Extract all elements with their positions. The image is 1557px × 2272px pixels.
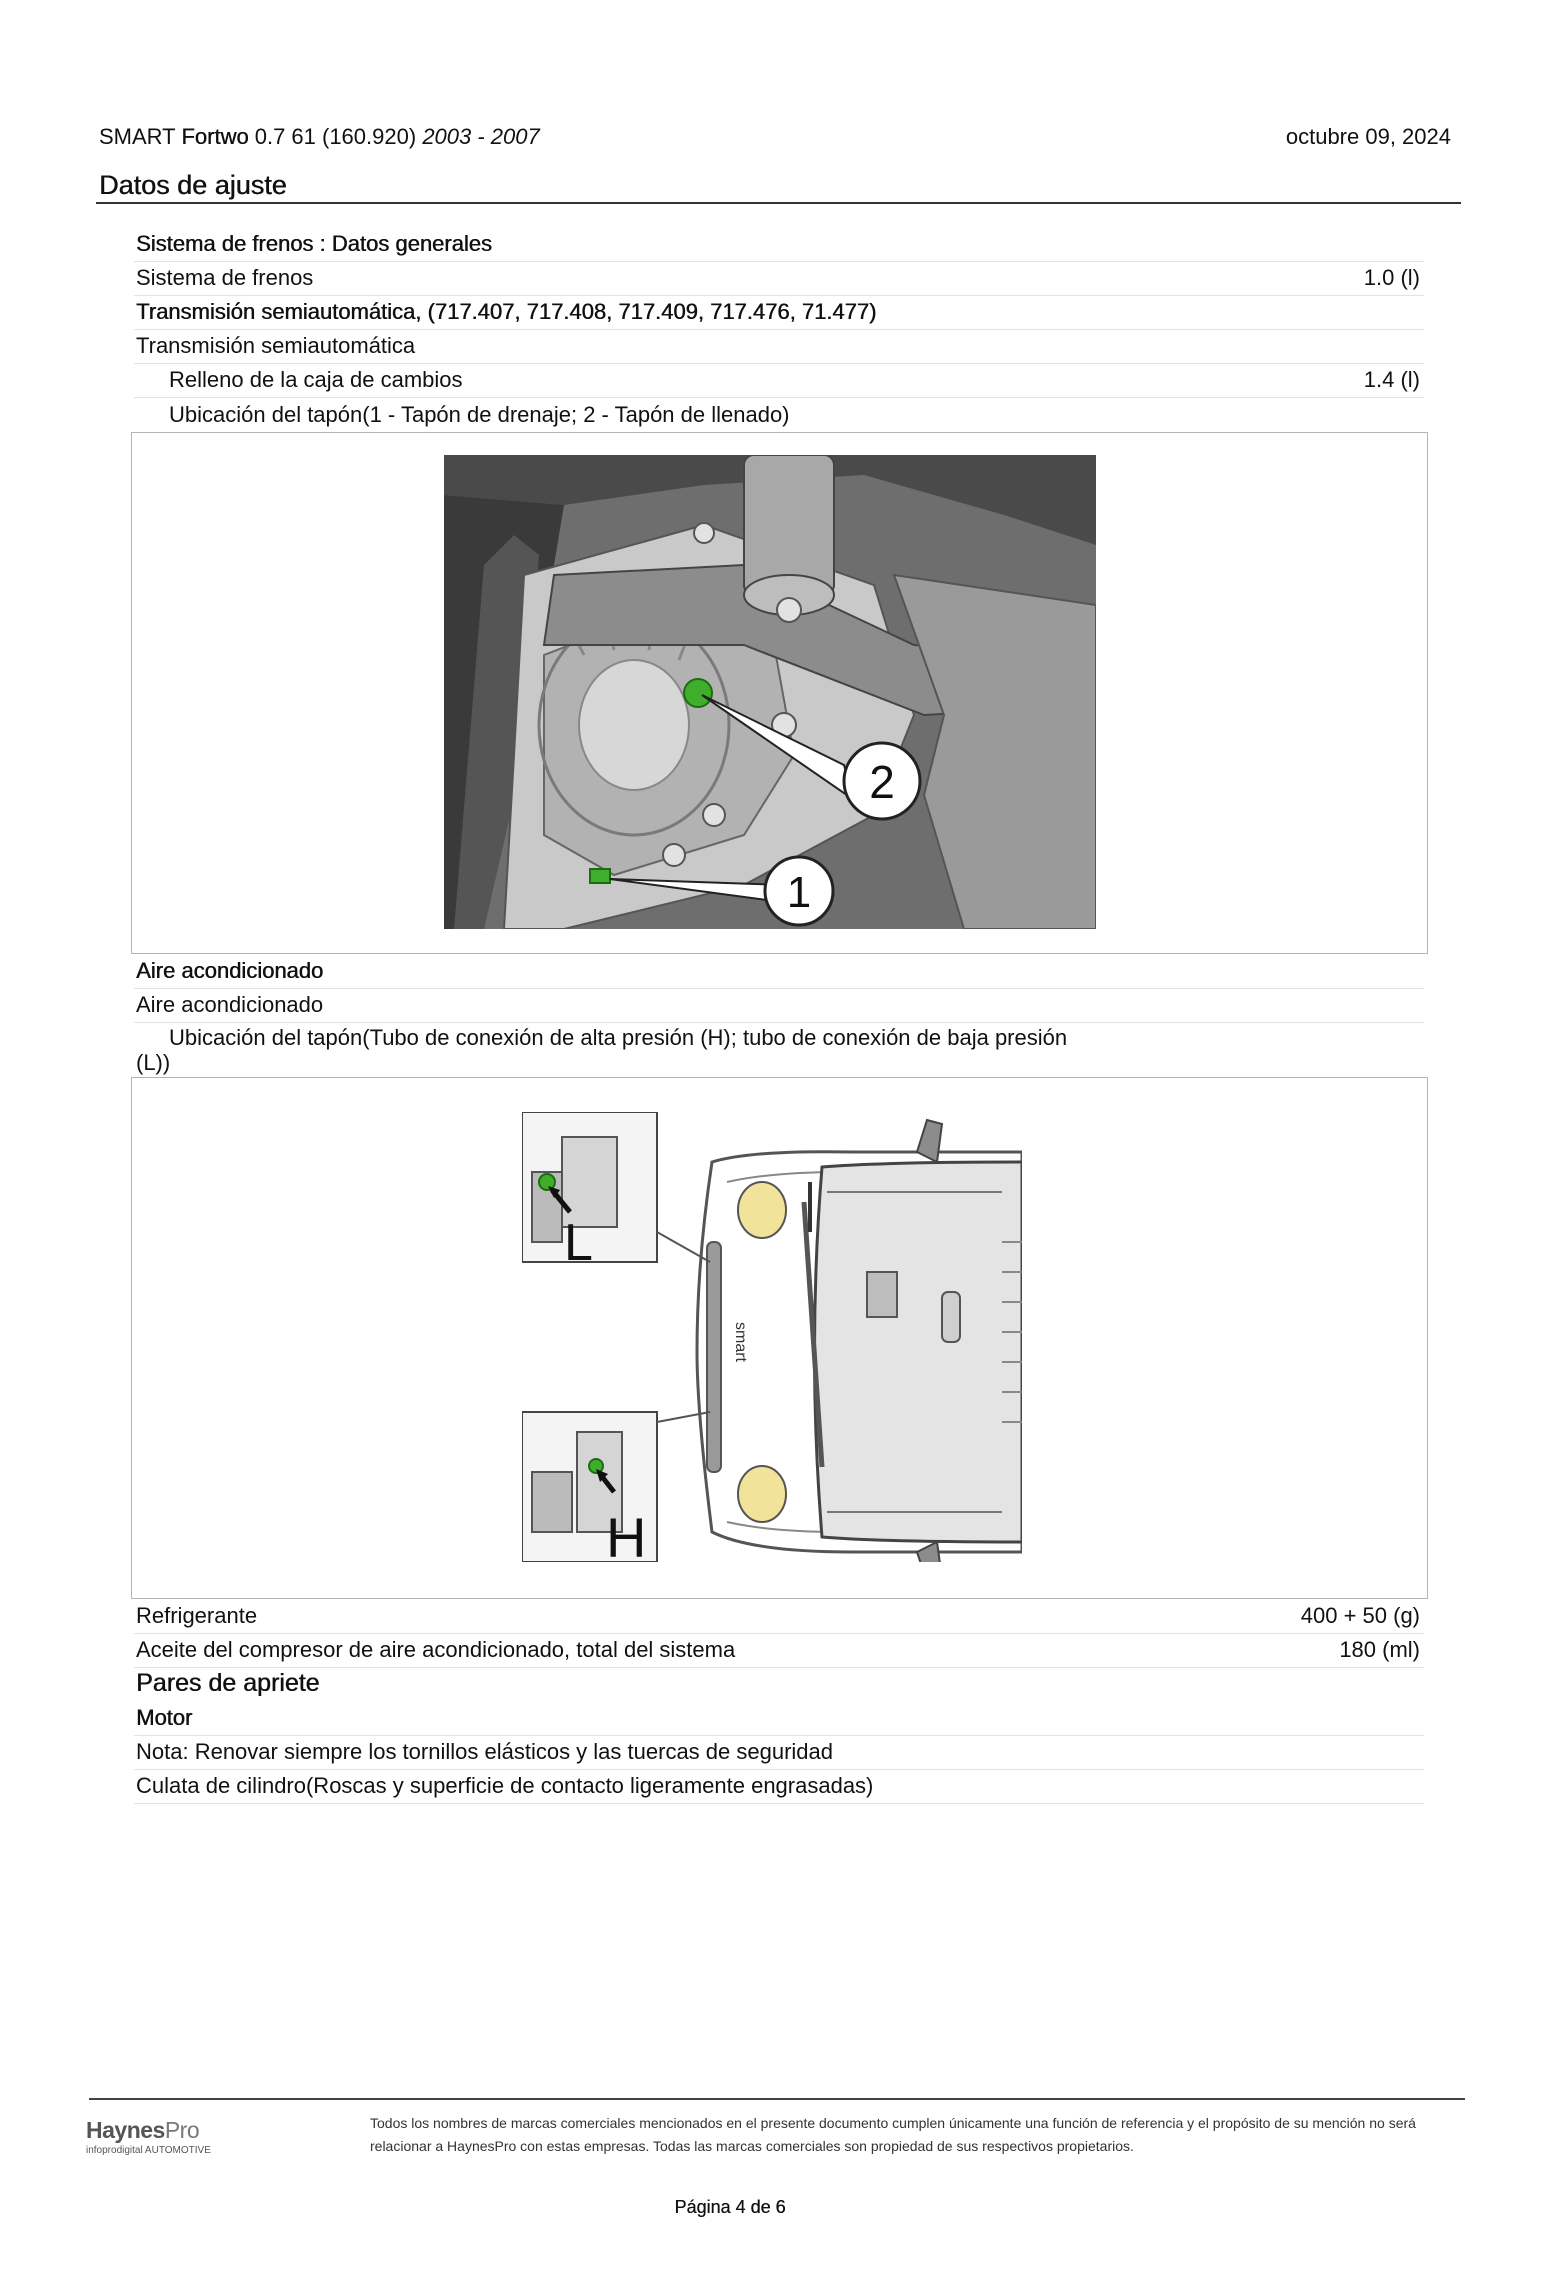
car-brand-label: smart <box>732 1322 749 1362</box>
compressor-oil-value: 180 (ml) <box>1339 1637 1420 1662</box>
gearbox-fill-row <box>134 364 1424 398</box>
refrigerant-value: 400 + 50 (g) <box>1300 1603 1420 1628</box>
brakes-heading-row <box>134 228 1424 262</box>
brakes-fluid-label: Sistema de frenos <box>136 265 314 290</box>
engine-note-row <box>134 1736 1424 1770</box>
transmission-sub-row <box>134 330 1424 364</box>
callout-2: 2 <box>869 756 895 808</box>
document-header-vehicle <box>99 124 540 150</box>
ac-sub-label: Aire acondicionado <box>136 992 324 1017</box>
cylinder-head-row <box>134 1770 1424 1804</box>
logo-haynes: Haynes <box>86 2117 165 2143</box>
engine-heading: Motor <box>136 1705 193 1730</box>
refrigerant-label: Refrigerante <box>136 1603 258 1628</box>
ac-heading: Aire acondicionado <box>136 958 324 983</box>
document-date: octubre 09, 2024 <box>1285 124 1451 149</box>
transmission-sub-label: Transmisión semiautomática <box>136 333 416 358</box>
ac-ports-illustration <box>522 1112 1022 1562</box>
ac-sub-row <box>134 989 1424 1023</box>
ac-plug-row <box>134 1023 1424 1079</box>
haynespro-logo <box>86 2117 211 2156</box>
vehicle-years: 2003 - 2007 <box>422 124 540 149</box>
ac-heading-row <box>134 955 1424 989</box>
callout-high-pressure: H <box>606 1506 647 1562</box>
engine-heading-row <box>134 1702 1424 1736</box>
footer-disclaimer: Todos los nombres de marcas comerciales mencionados en el presente documento cumplen únicamente una función de referencia y el propósito de su mención no será relacionar a HaynesPro con estas empresas. Todas las marcas comerciales son propiedad de sus respectivos propietarios. <box>370 2115 1416 2154</box>
compressor-oil-label: Aceite del compresor de aire acondicionado, total del sistema <box>136 1637 736 1662</box>
footer-divider <box>89 2098 1465 2100</box>
gearbox-fill-label: Relleno de la caja de cambios <box>169 367 463 392</box>
callout-low-pressure: L <box>564 1214 593 1272</box>
transmission-heading: Transmisión semiautomática, (717.407, 717.408, 717.409, 717.476, 71.477) <box>136 299 877 324</box>
logo-pro: Pro <box>164 2117 200 2143</box>
ac-plug-figure <box>131 1077 1428 1599</box>
gearbox-plug-figure <box>131 432 1428 954</box>
transmission-heading-row <box>134 296 1424 330</box>
brakes-fluid-row <box>134 262 1424 296</box>
vehicle-engine: 0.7 61 (160.920) <box>254 124 417 149</box>
ac-plug-label: Ubicación del tapón(Tubo de conexión de alta presión (H); tubo de conexión de baja presión (L)) <box>136 1025 1068 1075</box>
vehicle-make: SMART <box>99 124 176 149</box>
torque-heading-row <box>134 1668 1424 1702</box>
brakes-fluid-value: 1.0 (l) <box>1363 265 1420 290</box>
brakes-heading: Sistema de frenos : Datos generales <box>136 231 492 256</box>
gearbox-plug-label: Ubicación del tapón(1 - Tapón de drenaje; 2 - Tapón de llenado) <box>169 402 790 427</box>
torque-heading: Pares de apriete <box>136 1669 320 1697</box>
page-title: Datos de ajuste <box>99 170 287 200</box>
refrigerant-row <box>134 1600 1424 1634</box>
vehicle-model: Fortwo <box>181 124 249 149</box>
compressor-oil-row <box>134 1634 1424 1668</box>
gearbox-illustration <box>444 455 1096 929</box>
cylinder-head-label: Culata de cilindro(Roscas y superficie de contacto ligeramente engrasadas) <box>136 1773 874 1798</box>
page-number: Página 4 de 6 <box>674 2197 786 2217</box>
gearbox-fill-value: 1.4 (l) <box>1363 367 1420 392</box>
callout-1: 1 <box>786 868 812 917</box>
title-divider <box>96 202 1461 204</box>
gearbox-plug-row <box>134 398 1424 432</box>
engine-note: Nota: Renovar siempre los tornillos elásticos y las tuercas de seguridad <box>136 1739 833 1764</box>
logo-subtitle: infoprodigital AUTOMOTIVE <box>86 2145 211 2156</box>
